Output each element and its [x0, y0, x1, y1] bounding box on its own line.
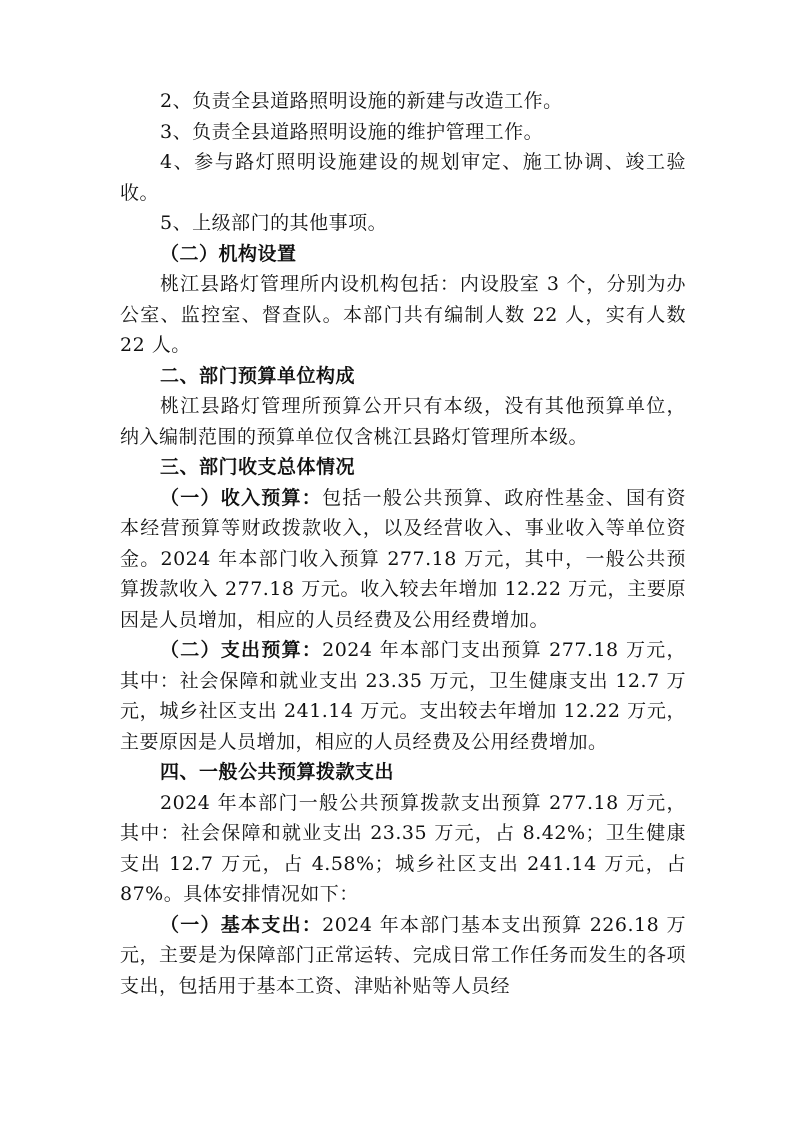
duty-item-5: 5、上级部门的其他事项。 [160, 212, 388, 234]
expense-paragraph [120, 635, 686, 757]
income-label: （一）收入预算： [160, 486, 323, 509]
income-paragraph [120, 483, 686, 636]
income-text: 包括一般公共预算、政府性基金、国有资本经营预算等财政拨款收入，以及经营收入、事业收入等单位资金。2024 年本部门收入预算 277.18 万元，其中，一般公共预算拨款收入 277.18 万元。收入较去年增加 12.22 万元，主要原因是人员增加，相应的人员经费及公用经费增加。 [120, 486, 686, 631]
basic-expense-paragraph [120, 910, 686, 1002]
basic-expense-text: 2024 年本部门基本支出预算 226.18 万元，主要是为保障部门正常运转、完成日常工作任务而发生的各项支出，包括用于基本工资、津贴补贴等人员经 [120, 913, 686, 997]
expense-text: 2024 年本部门支出预算 277.18 万元，其中：社会保障和就业支出 23.35 万元，卫生健康支出 12.7 万元，城乡社区支出 241.14 万元。支出较去年增加 12.22 万元，主要原因是人员增加，相应的人员经费及公用经费增加。 [120, 639, 686, 753]
budget-units-text: 桃江县路灯管理所预算公开只有本级，没有其他预算单位，纳入编制范围的预算单位仅含桃江县路灯管理所本级。 [120, 395, 686, 448]
overview-heading: 三、部门收支总体情况 [160, 456, 356, 478]
basic-expense-label: （一）基本支出： [160, 913, 323, 936]
duty-item-4: 4、参与路灯照明设施建设的规划审定、施工协调、竣工验收。 [120, 151, 686, 204]
org-setup-text: 桃江县路灯管理所内设机构包括：内设股室 3 个，分别为办公室、监控室、督查队。本部门共有编制人数 22 人，实有人数 22 人。 [120, 273, 686, 356]
duty-item-2: 2、负责全县道路照明设施的新建与改造工作。 [160, 90, 563, 112]
org-setup-heading: （二）机构设置 [160, 242, 297, 265]
general-budget-text: 2024 年本部门一般公共预算拨款支出预算 277.18 万元，其中：社会保障和就业支出 23.35 万元，占 8.42%；卫生健康支出 12.7 万元，占 4.58%；城乡社区支出 241.14 万元，占 87%。具体安排情况如下： [120, 791, 686, 905]
document-page [120, 86, 686, 1001]
general-budget-heading: 四、一般公共预算拨款支出 [160, 761, 395, 783]
duty-item-3: 3、负责全县道路照明设施的维护管理工作。 [160, 120, 544, 143]
budget-units-heading: 二、部门预算单位构成 [160, 364, 356, 387]
expense-label: （二）支出预算： [160, 639, 323, 661]
